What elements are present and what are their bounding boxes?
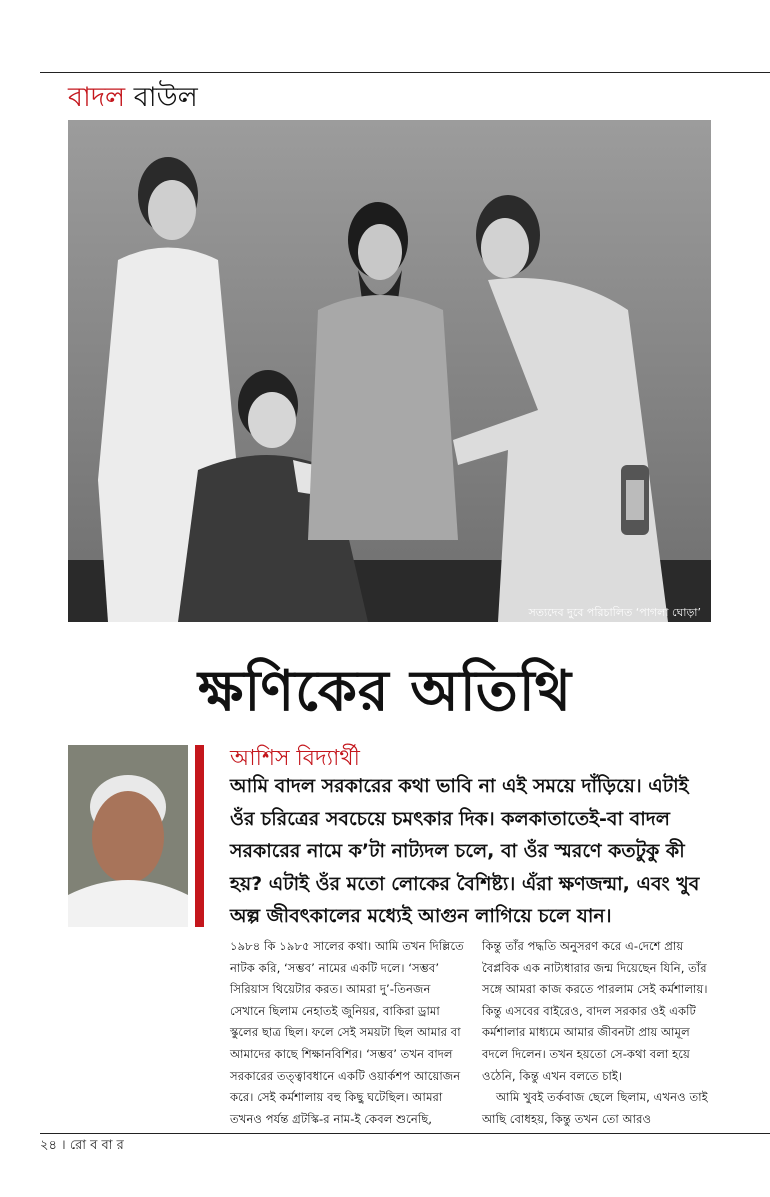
magazine-name: রো ব বা র <box>69 1138 124 1153</box>
lead-paragraph: আমি বাদল সরকারের কথা ভাবি না এই সময়ে দাঁড়িয়ে। এটাই ওঁর চরিত্রের সবচেয়ে চমৎকার দিক। কলকাতাতেই-বা বাদল সরকারের নামে ক’টা নাট্যদল চলে, বা ওঁর স্মরণে কতটুকু কী হয়? এটাই ওঁর মতো লোকের বৈশিষ্ট্য। এঁরা ক্ষণজন্মা, এবং খুব অল্প জীবৎকালের মধ্যেই আগুন লাগিয়ে চলে যান। <box>230 775 700 927</box>
body-paragraph: ১৯৮৪ কি ১৯৮৫ সালের কথা। আমি তখন দিল্লিতে নাটক করি, ‘সম্ভব’ নামের একটি দলে। ‘সম্ভব’ সিরিয়াস থিয়েটার করত। আমরা দু’-তিনজন সেখানে ছিলাম নেহাতই জুনিয়র, বাকিরা ড্রামা স্কুলের ছাত্র ছিল। ফলে সেই সময়টা ছিল আমার বা আমাদের কাছে শিক্ষানবিশির। ‘সম্ভব’ তখন বাদল সরকারের তত্ত্বাবধানে একটি ওয়ার্কশপ আয়োজন করে। সেই কর্মশালায় বহু কিছু ঘটেছিল। আমরা তখনও পর্যন্ত গ্রটস্কি-র নাম-ই কেবল শুনেছি, <box>230 939 464 1126</box>
page-number: ২৪ <box>40 1138 57 1153</box>
top-rule <box>40 72 770 73</box>
stage-photo-illustration <box>68 120 711 622</box>
author-photo <box>68 745 188 927</box>
section-title-red: বাদল <box>68 82 126 113</box>
page-footer <box>40 1136 124 1156</box>
headline: ক্ষণিকের অতিথি <box>197 659 573 724</box>
body-column-2 <box>482 936 717 1130</box>
body-paragraph: আমি খুবই তর্কবাজ ছেলে ছিলাম, এখনও তাই আছি বোধহয়, কিন্তু তখন তো আরও <box>482 1090 708 1126</box>
section-title-black: বাউল <box>133 82 198 113</box>
body-paragraph: কিন্তু তাঁর পদ্ধতি অনুসরণ করে এ-দেশে প্রায় বৈপ্লবিক এক নাট্যধারার জন্ম দিয়েছেন যিনি, তাঁর সঙ্গে আমরা কাজ করতে পারলাম সেই কর্মশালায়। কিন্তু এসবের বাইরেও, বাদল সরকার ওই একটি কর্মশালার মাধ্যমে আমার জীবনটা প্রায় আমূল বদলে দিলেন। তখন হয়তো সে-কথা বলা হয়ে ওঠেনি, কিন্তু এখন বলতে চাই। <box>482 939 708 1083</box>
author-portrait <box>68 745 188 927</box>
footer-separator: । <box>61 1138 66 1153</box>
photo-caption: সত্যদেব দুবে পরিচালিত ‘পাগলা ঘোড়া’ <box>528 606 701 619</box>
author-name: আশিস বিদ্যার্থী <box>230 746 360 771</box>
footer-rule <box>40 1133 770 1134</box>
author-accent-bar <box>195 745 204 927</box>
body-column-1 <box>230 936 465 1130</box>
section-title <box>68 78 198 118</box>
stage-photo <box>68 120 711 622</box>
